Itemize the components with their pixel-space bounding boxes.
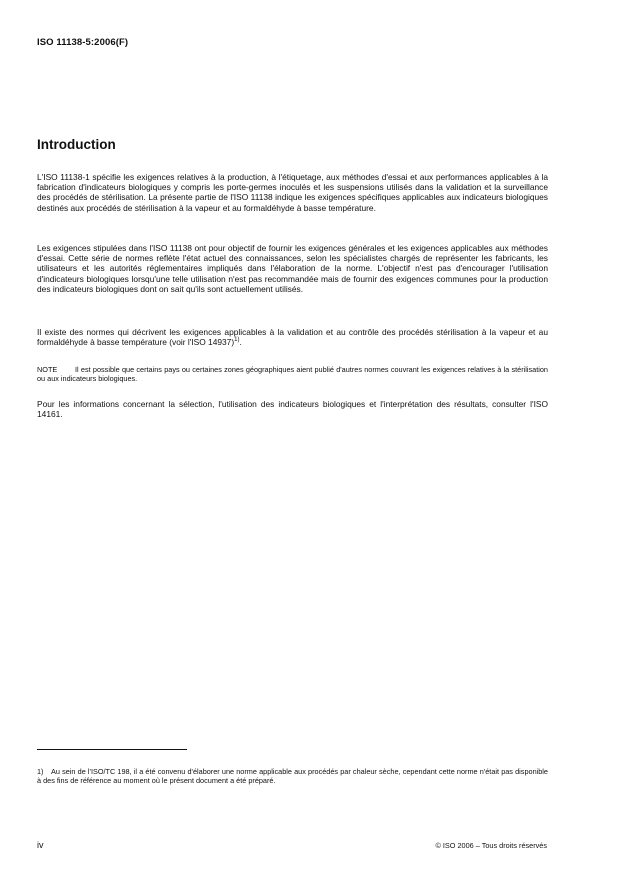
footnote-reference[interactable]: 1): [234, 337, 240, 344]
footnote-divider: [37, 749, 187, 750]
paragraph-3-text: Il existe des normes qui décrivent les exigences applicables à la validation et au contrôle des procédés stérilisation à la vapeur et au formaldéhyde à basse température (voir l'ISO 14937): [37, 327, 548, 348]
section-heading: Introduction: [37, 137, 116, 152]
note-label: NOTE: [37, 365, 58, 374]
footnote: [37, 767, 548, 786]
paragraph-1: L'ISO 11138-1 spécifie les exigences relatives à la production, à l'étiquetage, aux méthodes d'essai et aux performances applicables à la fabrication d'indicateurs biologiques y compris les porte-germes inoculés et les suspensions utilisés dans la validation et la surveillance des procédés de stérilisation. La présente partie de l'ISO 11138 indique les exigences spécifiques applicables aux indicateurs biologiques destinés aux procédés de stérilisation à la vapeur et au formaldéhyde à basse température.: [37, 172, 548, 213]
footnote-text: Au sein de l'ISO/TC 198, il a été convenu d'élaborer une norme applicable aux procédés par chaleur sèche, cependant cette norme n'était pas disponible à des fins de référence au moment où le présent document a été préparé.: [37, 767, 548, 786]
paragraph-3-end: .: [239, 337, 242, 348]
footnote-number: 1): [37, 767, 44, 776]
paragraph-4: Pour les informations concernant la sélection, l'utilisation des indicateurs biologiques et l'interprétation des résultats, consulter l'ISO 14161.: [37, 399, 548, 420]
copyright-notice: © ISO 2006 – Tous droits réservés: [435, 841, 547, 850]
note: [37, 365, 548, 383]
paragraph-2: Les exigences stipulées dans l'ISO 11138 ont pour objectif de fournir les exigences générales et les exigences applicables aux méthodes d'essai. Cette série de normes reflète l'état actuel des connaissances, selon les spécialistes chargés de représenter les fabricants, les utilisateurs et les autorités réglementaires impliqués dans l'élaboration de la norme. L'objectif n'est pas d'encourager l'utilisation d'indicateurs biologiques lorsqu'une telle utilisation n'est pas recommandée mais de fournir des exigences communes pour la production des indicateurs biologiques dont on sait qu'ils sont actuellement utilisés.: [37, 243, 548, 294]
document-id: ISO 11138-5:2006(F): [37, 37, 129, 48]
note-text: Il est possible que certains pays ou certaines zones géographiques aient publié d'autres normes couvrant les exigences relatives à la stérilisation ou aux indicateurs biologiques.: [37, 365, 548, 383]
page-number: iv: [37, 840, 44, 850]
paragraph-3: [37, 327, 548, 347]
